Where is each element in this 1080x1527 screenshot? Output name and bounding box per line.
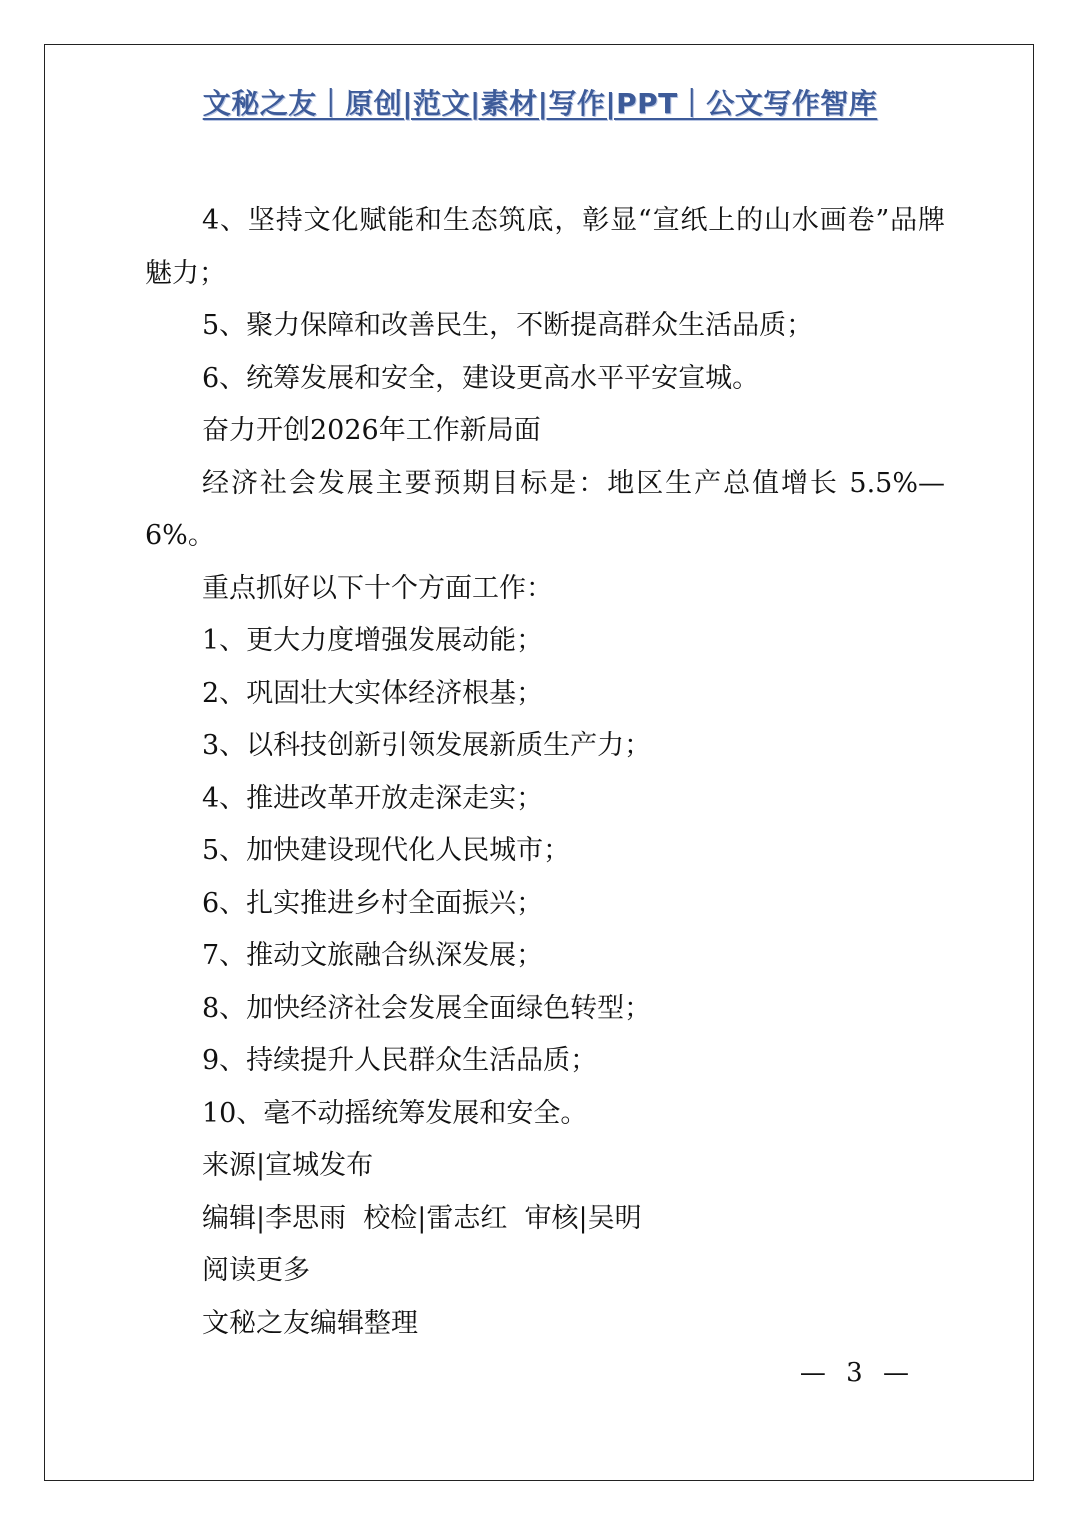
compiled-by-line: 文秘之友编辑整理 xyxy=(202,1307,418,1339)
list-item: 9、持续提升人民群众生活品质； xyxy=(202,1045,598,1076)
paragraph: 5、聚力保障和改善民生，不断提高群众生活品质； xyxy=(202,310,814,341)
read-more-text: 阅读更多 xyxy=(202,1255,310,1286)
list-item: 2、巩固壮大实体经济根基； xyxy=(202,677,544,709)
header-banner: 文秘之友｜原创|范文|素材|写作|PPT｜公文写作智库 xyxy=(202,87,878,120)
paragraph: 6、统筹发展和安全，建设更高水平平安宣城。 xyxy=(202,362,760,394)
list-item: 7、推动文旅融合纵深发展； xyxy=(202,940,544,971)
document-body xyxy=(145,195,945,1350)
paragraph: 重点抓好以下十个方面工作： xyxy=(202,572,553,604)
list-item: 5、加快建设现代化人民城市； xyxy=(202,835,571,866)
list-item: 4、推进改革开放走深走实； xyxy=(202,782,544,814)
editor-line: 编辑|李思雨 校检|雷志红 审核|吴明 xyxy=(202,1202,642,1234)
paragraph: 奋力开创2026年工作新局面 xyxy=(202,415,541,446)
source-line: 来源|宣城发布 xyxy=(202,1150,374,1181)
paragraph: 4、坚持文化赋能和生态筑底，彰显“宣纸上的山水画卷”品牌魅力； xyxy=(145,205,945,289)
list-item: 1、更大力度增强发展动能； xyxy=(202,625,544,656)
list-item: 6、扎实推进乡村全面振兴； xyxy=(202,887,544,919)
list-item: 10、毫不动摇统筹发展和安全。 xyxy=(202,1097,588,1129)
list-item: 3、以科技创新引领发展新质生产力； xyxy=(202,730,652,761)
page-number: — 3 — xyxy=(799,1358,915,1388)
paragraph: 经济社会发展主要预期目标是：地区生产总值增长 5.5%—6%。 xyxy=(145,467,945,551)
list-item: 8、加快经济社会发展全面绿色转型； xyxy=(202,992,652,1024)
